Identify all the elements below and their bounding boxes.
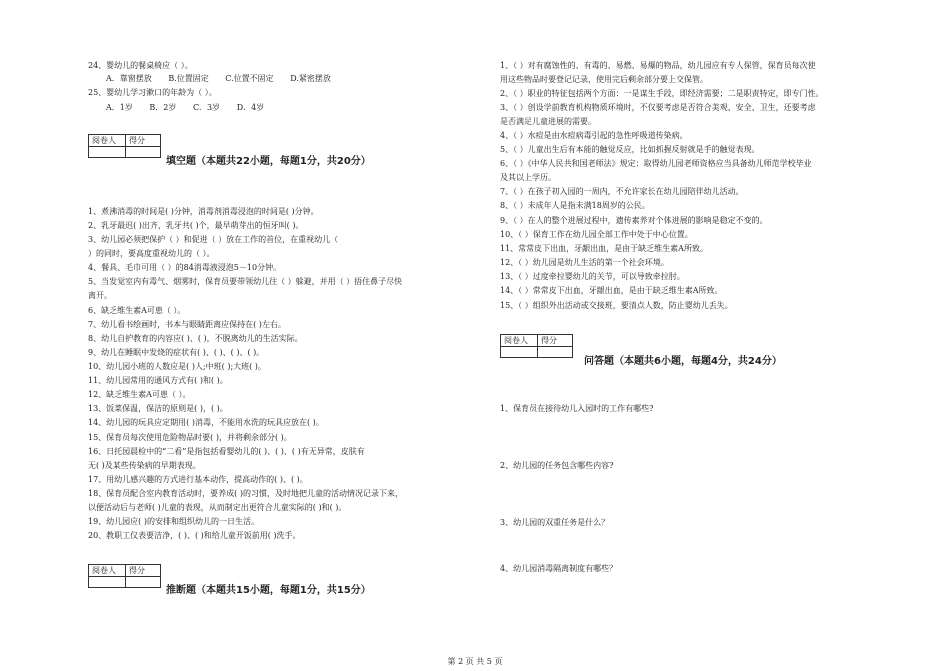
judge-item: 2、（ ）职业的特征包括两个方面：一是谋生手段，即经济需要；二是职责特定，即专门性。: [500, 89, 824, 98]
option-b: B.位置固定: [168, 74, 209, 83]
judge-item: 14、（ ）常常皮下出血，牙龈出血，是由于缺乏维生素A所致。: [500, 286, 723, 295]
fill-item: 3、幼儿园必须把保护（ ）和促进（ ）放在工作的首位，在重视幼儿（: [88, 235, 339, 244]
fill-item: 14、幼儿园的玩具应定期用( )消毒，不能用水洗的玩具应放在( )。: [88, 418, 324, 427]
fill-item: 4、餐具、毛巾可用（ ）的84消毒液浸泡5－10分钟。: [88, 263, 282, 272]
judge-item: 用这些物品时要登记记录，使用完后剩余部分要上交保管。: [500, 75, 708, 84]
fill-item: 8、幼儿自护教育的内容应( )、( )，不脱离幼儿的生活实际。: [88, 334, 303, 343]
judge-item: 7、（ ）在孩子初入园的一周内，不允许家长在幼儿园陪伴幼儿活动。: [500, 187, 744, 196]
fill-item: 17、用幼儿感兴趣的方式进行基本动作，提高动作的( )、( )。: [88, 475, 308, 484]
judge-item: 11、常常皮下出血，牙龈出血，是由于缺乏维生素A所致。: [500, 244, 708, 253]
score-cell[interactable]: [538, 347, 573, 358]
section-title-qa: 问答题（本题共6小题，每题4分，共24分）: [584, 356, 782, 367]
judge-item: 10、（ ）保育工作在幼儿园全部工作中处于中心位置。: [500, 230, 693, 239]
fill-item: 16、日托园晨检中的“二看”是指包括看婴幼儿的( )、( )、( )有无异常，皮肤有: [88, 447, 365, 456]
grader-label: 阅卷人: [89, 135, 126, 147]
qa-item: 4、幼儿园消毒隔离制度有哪些？: [500, 564, 618, 573]
judge-item: 1、（ ）对有腐蚀性的、有毒的、易燃、易爆的物品，幼儿园应有专人保管，保育员每次使: [500, 61, 816, 70]
judge-item: 12、（ ）幼儿园是幼儿生活的第一个社会环境。: [500, 258, 669, 267]
judge-item: 3、（ ）创设学前教育机构物质环境时，不仅要考虑是否符合美观、安全、卫生，还要考虑: [500, 103, 816, 112]
fill-item: 9、幼儿在睡眠中发烧的症状有( )、( )、( )、( )。: [88, 348, 265, 357]
section-title-judge: 推断题（本题共15小题，每题1分，共15分）: [166, 585, 371, 596]
grader-cell[interactable]: [501, 347, 538, 358]
fill-item: 13、饭菜保温，保洁的原则是( )，( )。: [88, 404, 228, 413]
score-cell[interactable]: [126, 577, 161, 588]
judge-item: 13、（ ）过度牵拉婴幼儿的关节，可以导致牵拉肘。: [500, 272, 685, 281]
score-label: 得分: [126, 135, 161, 147]
judge-item: 15、（ ）组织外出活动或交接班，要清点人数，防止婴幼儿丢失。: [500, 301, 733, 310]
score-box: [500, 334, 573, 358]
grader-cell[interactable]: [89, 577, 126, 588]
judge-item: 9、（ ）在人的整个进展过程中，遗传素养对个体进展的影响是稳定不变的。: [500, 216, 768, 225]
judge-item: 6、（ ）《中华人民共和国老师法》规定：取得幼儿园老师资格应当具备幼儿师范学校毕业: [500, 159, 812, 168]
question-25-options: [88, 102, 278, 113]
score-box: [88, 134, 161, 158]
page-number: 第 2 页 共 5 页: [447, 657, 503, 666]
fill-item: 20、教职工仪表要洁净，( )、( )和给儿童开饭前用( )洗手。: [88, 531, 301, 540]
fill-item: 2、乳牙最迟( )出齐，乳牙共( )个，最早萌芽出的恒牙叫( )。: [88, 221, 304, 230]
score-box: [88, 564, 161, 588]
question-25: 25、婴幼儿学习漱口的年龄为（ ）。: [88, 88, 217, 97]
judge-item: 5、（ ）儿童出生后有本能的触觉反应，比如抓握反射就是手的触觉表现。: [500, 145, 760, 154]
question-24: 24、婴幼儿的餐桌椅应（ ）。: [88, 61, 193, 70]
qa-item: 1、保育员在接待幼儿入园时的工作有哪些?: [500, 404, 654, 413]
judge-item: 4、（ ）水痘是由水痘病毒引起的急性呼吸道传染病。: [500, 131, 688, 140]
option-d: D．4岁: [236, 103, 265, 112]
fill-item: 15、保育员每次使用危险物品时要( )，并将剩余部分( )。: [88, 433, 292, 442]
judge-item: 及其以上学历。: [500, 173, 556, 182]
score-label: 得分: [126, 565, 161, 577]
option-c: C．3岁: [192, 103, 221, 112]
option-d: D.紧密摆放: [290, 74, 331, 83]
option-c: C.位置不固定: [225, 74, 274, 83]
fill-item: 7、幼儿看书绘画时，书本与眼睛距离应保持在( )左右。: [88, 320, 286, 329]
qa-item: 3、幼儿园的双重任务是什么？: [500, 518, 610, 527]
fill-item: 离开。: [88, 291, 112, 300]
score-cell[interactable]: [126, 147, 161, 158]
fill-item: 以便活动后与老师( )儿童的表现，从而制定出更符合儿童实际的( )和( )。: [88, 503, 347, 512]
judge-item: 8、（ ）未成年人是指未满18周岁的公民。: [500, 201, 650, 210]
fill-item: 10、幼儿园小班的人数应是( )人;中班( );大班( )。: [88, 362, 266, 371]
fill-item: 19、幼儿园应( )的安排和组织幼儿的一日生活。: [88, 517, 259, 526]
option-a: A．靠窗摆放: [106, 74, 152, 83]
fill-item: 无( )及某些传染病的早期表现。: [88, 461, 201, 470]
grader-label: 阅卷人: [501, 335, 538, 347]
fill-item: 5、当发觉室内有毒气、烟雾时，保育员要带领幼儿往（ ）躲避，并用（ ）捂住鼻子尽快: [88, 277, 403, 286]
fill-item: 12、缺乏维生素A可患（ ）。: [88, 390, 191, 399]
option-a: A．1岁: [106, 103, 133, 112]
score-label: 得分: [538, 335, 573, 347]
option-b: B．2岁: [149, 103, 177, 112]
fill-item: ）的同时，要高度重视幼儿的（ ）。: [88, 249, 215, 258]
fill-item: 1、煮沸消毒的时间是( )分钟，消毒剂消毒浸泡的时间是( )分钟。: [88, 207, 319, 216]
fill-item: 6、缺乏维生素A可患（ ）。: [88, 306, 186, 315]
grader-cell[interactable]: [89, 147, 126, 158]
section-title-fill: 填空题（本题共22小题，每题1分，共20分）: [166, 156, 371, 167]
fill-item: 18、保育员配合室内教育活动时，要养成( )的习惯，及时地把儿童的活动情况记录下来，: [88, 489, 403, 498]
qa-item: 2、幼儿园的任务包含哪些内容?: [500, 461, 614, 470]
grader-label: 阅卷人: [89, 565, 126, 577]
fill-item: 11、幼儿园常用的通风方式有( )和( )。: [88, 376, 228, 385]
question-24-options: [88, 73, 345, 84]
judge-item: 是否满足儿童进展的需要。: [500, 117, 596, 126]
